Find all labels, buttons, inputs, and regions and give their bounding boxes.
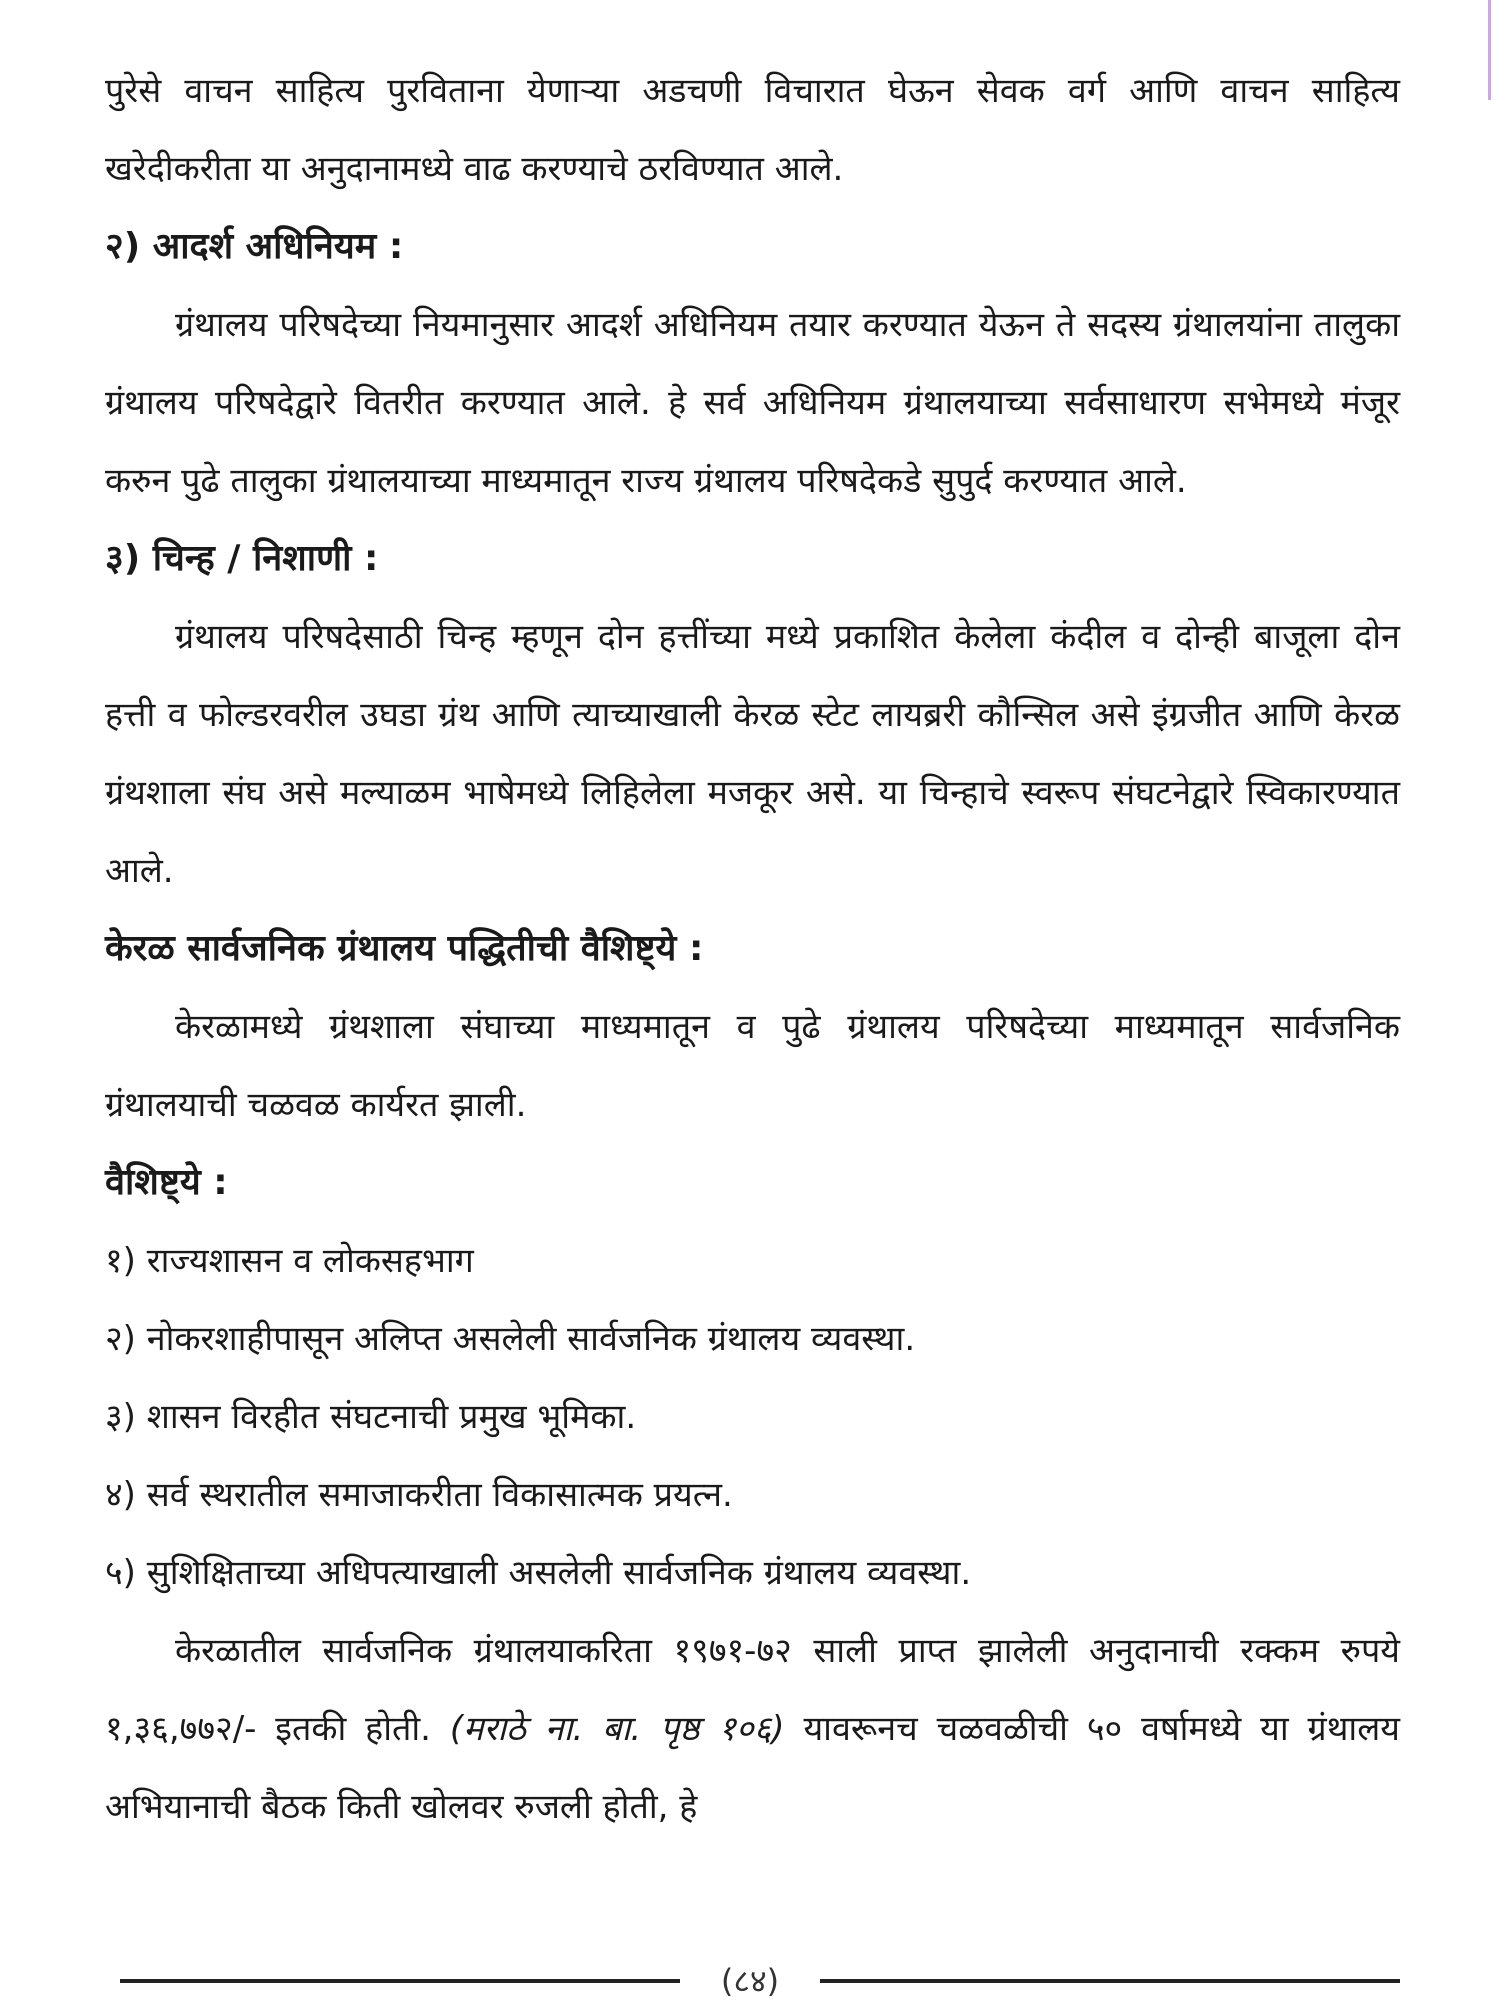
heading-emblem: ३) चिन्ह / निशाणी : <box>105 538 379 579</box>
footer-rule-left <box>120 1979 680 1983</box>
heading-features: वैशिष्ट्ये : <box>105 1162 228 1203</box>
paragraph-grant-amount <box>105 1612 1400 1846</box>
heading-kerala-features: केरळ सार्वजनिक ग्रंथालय पद्धितीची वैशिष्ट्ये : <box>105 928 704 969</box>
list-item: २) नोकरशाहीपासून अलिप्त असलेली सार्वजनिक ग्रंथालय व्यवस्था. <box>105 1319 916 1359</box>
paragraph-model-regulations: ग्रंथालय परिषदेच्या नियमानुसार आदर्श अधिनियम तयार करण्यात येऊन ते सदस्य ग्रंथालयांना तालुका ग्रंथालय परिषदेद्वारे वितरीत करण्यात आले. हे सर्व अधिनियम ग्रंथालयाच्या सर्वसाधारण सभेमध्ये मंजूर करुन पुढे तालुका ग्रंथालयाच्या माध्यमातून राज्य ग्रंथालय परिषदेकडे सुपुर्द करण्यात आले. <box>105 305 1400 501</box>
grant-text-continued: यावरूनच चळवळीची ५० वर्षामध्ये या ग्रंथालय अभियानाची बैठक किती खोलवर रुजली होती, हे <box>105 1709 1401 1827</box>
list-item: ३) शासन विरहीत संघटनाची प्रमुख भूमिका. <box>105 1397 637 1437</box>
list-item: १) राज्यशासन व लोकसहभाग <box>105 1241 474 1281</box>
paragraph-intro: पुरेसे वाचन साहित्य पुरविताना येणाऱ्या अडचणी विचारात घेऊन सेवक वर्ग आणि वाचन साहित्य खरेदीकरीता या अनुदानामध्ये वाढ करण्याचे ठरविण्यात आले. <box>105 71 1400 189</box>
paragraph-kerala-movement: केरळामध्ये ग्रंथशाला संघाच्या माध्यमातून व पुढे ग्रंथालय परिषदेच्या माध्यमातून सार्वजनिक ग्रंथालयाची चळवळ कार्यरत झाली. <box>105 1007 1400 1125</box>
scan-edge-mark <box>1488 0 1491 100</box>
grant-text: केरळातील सार्वजनिक ग्रंथालयाकरिता १९७१-७२ साली प्राप्त झालेली अनुदानाची रक्कम रुपये १,३६,७७२/- इतकी होती. <box>105 1631 1400 1749</box>
page-footer <box>120 1962 1400 2000</box>
footer-rule-right <box>820 1979 1400 1983</box>
document-page <box>105 52 1400 1882</box>
heading-model-regulations: २) आदर्श अधिनियम : <box>105 226 404 267</box>
list-item: ५) सुशिक्षिताच्या अधिपत्याखाली असलेली सार्वजनिक ग्रंथालय व्यवस्था. <box>105 1553 972 1593</box>
paragraph-emblem: ग्रंथालय परिषदेसाठी चिन्ह म्हणून दोन हत्तींच्या मध्ये प्रकाशित केलेला कंदील व दोन्ही बाजूला दोन हत्ती व फोल्डरवरील उघडा ग्रंथ आणि त्याच्याखाली केरळ स्टेट लायब्ररी कौन्सिल असे इंग्रजीत आणि केरळ ग्रंथशाला संघ असे मल्याळम भाषेमध्ये लिहिलेला मजकूर असे. या चिन्हाचे स्वरूप संघटनेद्वारे स्विकारण्यात आले. <box>105 617 1400 891</box>
list-item: ४) सर्व स्थरातील समाजाकरीता विकासात्मक प्रयत्न. <box>105 1475 733 1515</box>
page-number: (८४) <box>720 1962 780 2000</box>
citation: (मराठे ना. बा. पृष्ठ १०६) <box>449 1709 785 1749</box>
features-list <box>105 1222 1400 1612</box>
